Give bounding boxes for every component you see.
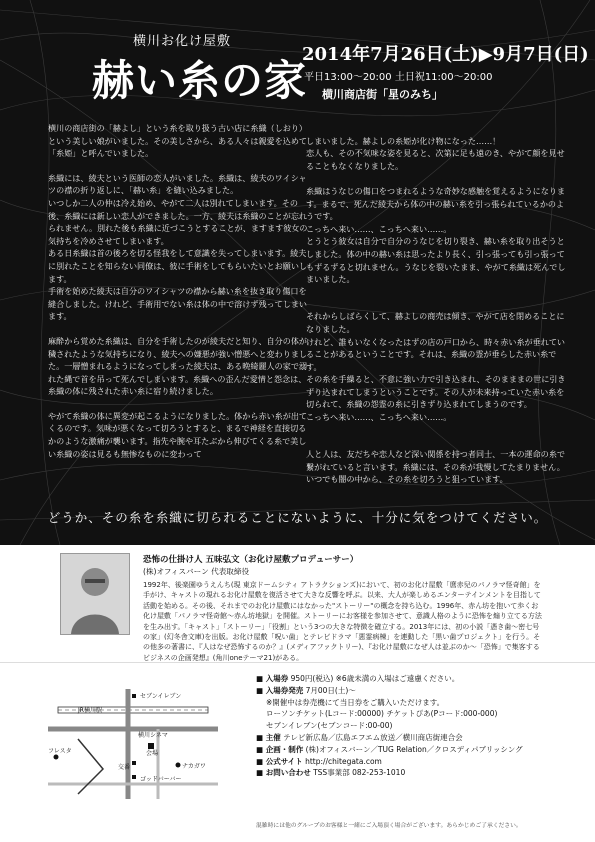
story-paragraph: 人と人は、友だちや恋人など深い関係を持つ者同士、一本の運命の糸で繋がれていると言います。糸織には、その糸が我慢してたまりません。いつでも闇の中から、その糸を切ろうと狙っています。	[306, 449, 566, 485]
footnote: 混雑時には他のグループのお客様と一緒にご入場頂く場合がございます。あらかじめご了承ください。	[256, 823, 522, 829]
info-key: ■ 主催	[256, 732, 281, 742]
info-row	[256, 708, 576, 720]
info-value: (株)オフィスバーン／TUG Relation／クロスディパブリッシング	[305, 744, 523, 754]
info-key: ■ 入場券発売	[256, 685, 304, 695]
info-key: ■ お問い合わせ	[256, 768, 311, 778]
map-label-kouban: 交番	[118, 764, 131, 771]
map-label-fresta: フレスタ	[48, 748, 72, 755]
story-paragraph: 糸織はうなじの傷口をつまれるような奇妙な感触を覚えるようになります。まるで、死んだ綾夫から体の中の赫い糸を引っ張られているかのようです。 こっちへ来い……、こっちへ来い……。 とうとう彼女は自分で自分のうなじを切り裂き、赫い糸を取り出そうとしました。体の中の赫い糸は思ったより長く、引っ張っても引っ張ってもずるずると切れません。うなじを裂いたまま、やがて糸織は死んでしまいました。	[306, 185, 566, 285]
ticket-info	[256, 673, 576, 779]
info-row	[256, 673, 576, 685]
info-key: ■ 企画・制作	[256, 744, 304, 754]
official-site-link[interactable]: http://chitegata.com	[305, 756, 382, 766]
producer-bio: 1992年、後楽園ゆうえんち(現 東京ドームシティ アトラクションズ)において、初のお化け屋敷「麿赤兒のパノラマ怪奇館」を手がけ、キャストの現れるお化け屋敷を復活させて大きな反響を呼ぶ。以来、大人が楽しめるエンターテインメントを目指して活動を始める。その後、それまでのお化け屋敷にはなかった"ストーリー"の概念を持ち込む。1996年、赤ん坊を抱いて歩くお化け屋敷「パノラマ怪奇館〜赤ん坊地獄」を開催。ストーリーにお客様を参加させて、意識人格のように恐怖を煽り立てる方法を生み出す。「キャスト」「ストーリー」「役割」という3つの大きな特徴を確立する。2013年には、初の小説「憑き歯〜密七号の家」(幻冬舎文庫)を出版。お化け屋敷「呪い歯」とテレビドラマ「悪霊病棟」を連動した「黒い歯プロジェクト」を行う。その他多の著書に、『人はなぜ恐怖するのか？』(メディアファクトリー)、『お化け屋敷になぜ人は並ぶのか〜「恐怖」で集客するビジネスの企画発想』(角川oneテーマ21)がある。	[143, 581, 542, 662]
warning-message: どうか、その糸を糸織に切られることにないように、十分に気をつけてください。	[47, 510, 548, 525]
info-value: 950円(税込) ※6歳未満の入場はご遠慮ください。	[290, 674, 460, 683]
story-column-right	[306, 122, 568, 511]
contact-phone: TSS事業部 082-253-1010	[313, 768, 406, 778]
map-label-nakagawa: ナカガワ	[182, 763, 206, 770]
producer-name: 恐怖の仕掛け人 五味弘文（お化け屋敷プロデューサー）	[143, 555, 359, 565]
info-row	[256, 697, 576, 709]
info-section	[0, 662, 595, 842]
info-key: ■ 公式サイト	[256, 756, 303, 766]
info-row	[256, 685, 576, 697]
venue-marker	[148, 743, 154, 749]
info-row	[256, 756, 576, 768]
story-paragraph: ある日糸織は首の後ろを切る怪我をして意識を失ってしまいます。綾夫に別れたことを知らない同僚は、彼に手術をしてもらいたいとお願いします。	[48, 248, 308, 284]
producer-photo	[60, 553, 130, 635]
info-row	[256, 767, 576, 779]
event-dates: 2014年7月26日(土)▶9月7日(日)	[302, 44, 589, 65]
map-label-cinema: 横川シネマ	[138, 732, 168, 739]
story-paragraph: 麻酔から覚めた糸織は、自分を手術したのが綾夫だと知り、自分の体が穢されたような気持ちになり、綾夫への嫌悪が強い憎悪へと変わりました。一層憎まれるようになってしまった綾夫は、ある晩綺麗人の家で溺れた縄で首を吊って死んでしまいます。糸織への歪んだ愛情と怨念は、糸織の体に残された赤い糸に宿り続けました。	[48, 335, 308, 397]
story-paragraph: いつしか二人の仲は冷え始め、やがて二人は別れてしまいます。その後、糸織には新しい恋人ができました。一方、綾夫は糸織のことが忘れられません。別れた後も糸織に近づこうとすることが、ますます彼女の気持ちを冷めさせてしまいます。	[48, 197, 308, 246]
producer-role: (株)オフィスバーン 代表取締役	[143, 567, 250, 576]
story-paragraph: やがて糸織の体に異変が起こるようになりました。体から赤い糸が出てくるのです。気味が悪くなって切ろうとすると、まるで神経を直接切るかのような激痛が襲います。指先や腕や耳たぶから伸びてくる糸で美しい糸織の姿は見るも無惨なものに変わって	[48, 410, 308, 459]
story-paragraph: しまいました。赫よしの糸姫が化け物になった……！ 恋人も、その不気味な姿を見ると、次第に足も遠のき、やがて顔を見せることもなくなりました。	[306, 135, 565, 171]
info-value: テレビ新広島／広島エフエム放送／横川商店街連合会	[283, 732, 463, 742]
info-row	[256, 744, 576, 756]
event-venue: 横川商店街「星のみち」	[322, 88, 443, 101]
story-paragraph: 横川の商店街の「赫よし」という糸を取り扱う古い店に糸織（しおり）という美しい娘がいました。その美しさから、ある人々は親愛を込めて「糸姫」と呼んでいました。	[48, 123, 308, 159]
map-label-god-barber: ゴッドバーバー	[140, 776, 182, 783]
info-row	[256, 720, 576, 732]
access-map	[48, 689, 218, 799]
info-value: ローソンチケット(Lコード:00000) チケットぴあ(Pコード:000-000)	[266, 709, 498, 719]
story-paragraph: 糸織には、綾夫という医師の恋人がいました。糸織は、綾夫のワイシャツの襟の折り返しに、「赫い糸」を縫い込みました。	[48, 172, 307, 196]
info-key: ■ 入場券	[256, 674, 289, 683]
story-paragraph: 手術を始めた綾夫は自分のワイシャツの襟から赫い糸を抜き取り傷口を縫合しました。けれど、手術用でない糸は体の中で溶けず残ってしまいます。	[48, 286, 308, 322]
info-value: ※開催中は券売機にて当日券をご購入いただけます。	[266, 697, 445, 707]
event-subtitle: 横川お化け屋敷	[132, 34, 231, 49]
event-title: 赫い糸の家	[92, 56, 308, 105]
info-row	[256, 732, 576, 744]
person-silhouette-icon	[61, 554, 129, 634]
map-label-site: 会場	[146, 750, 159, 757]
map-label-seven-eleven: セブンイレブン	[140, 693, 182, 700]
info-value: 7月00日(土)〜	[305, 685, 356, 695]
info-value: セブンイレブン(セブンコード:00-00)	[266, 721, 393, 731]
story-paragraph: それからしばらくして、赫よしの商売は傾き、やがて店を閉めることになりました。 けれど、誰もいなくなったはずの店の戸口から、時々赤い糸が垂れていることがあるということです。それは、糸織の霊が垂らした赤い糸です。 その糸を手繰ると、不意に強い力で引き込まれ、そのまままの世に引きずり込まれてしまうということです。その人が未来持っていた赤い糸を切られて、糸織の怨霊の糸に引きずり込まれてしまうのです。 こっちへ来い……、こっちへ来い……。	[306, 311, 566, 423]
story-column-left	[48, 122, 310, 472]
event-hours: 平日13:00〜20:00 土日祝11:00〜20:00	[304, 72, 493, 83]
map-label-station: JR横川駅	[78, 707, 102, 714]
